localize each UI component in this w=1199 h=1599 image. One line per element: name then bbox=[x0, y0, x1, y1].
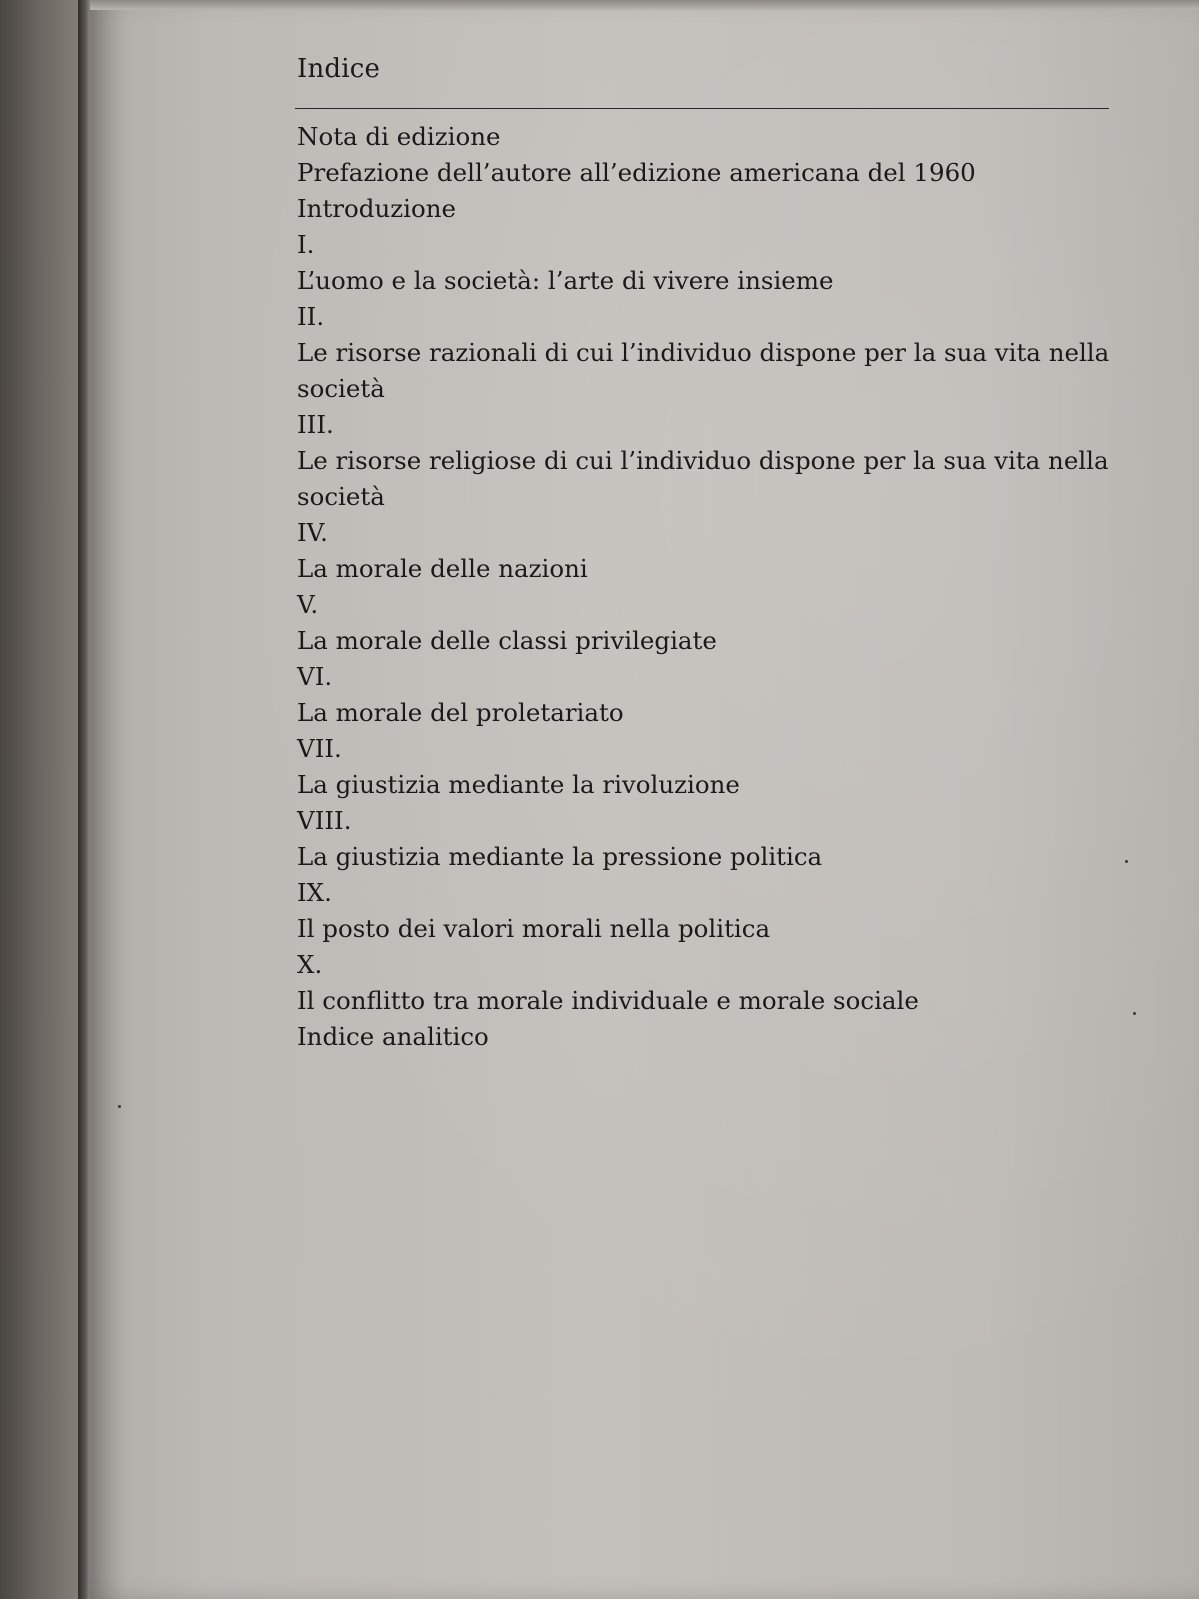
title-rule bbox=[295, 108, 1109, 109]
left-page-edge bbox=[0, 0, 80, 1599]
toc-entry-title: Le risorse religiose di cui l’individuo dispone per la sua vita nella bbox=[297, 446, 1109, 475]
page-top-edge bbox=[88, 0, 1199, 10]
book-page bbox=[88, 0, 1199, 1599]
toc-entry-title: Il posto dei valori morali nella politica bbox=[297, 914, 771, 943]
paper-speck bbox=[118, 1105, 121, 1108]
toc-chapter-number: VI. bbox=[297, 662, 333, 691]
toc-entry-title: L’uomo e la società: l’arte di vivere insieme bbox=[297, 266, 834, 295]
paper-speck bbox=[1133, 1012, 1136, 1015]
toc-entry-title: La morale del proletariato bbox=[297, 698, 624, 727]
toc-chapter-number: I. bbox=[297, 230, 315, 259]
toc-chapter-number: III. bbox=[297, 410, 334, 439]
toc-entry-title-continued: società bbox=[297, 482, 385, 511]
toc-entry-title-continued: società bbox=[297, 374, 385, 403]
toc-entry-title: La giustizia mediante la rivoluzione bbox=[297, 770, 740, 799]
toc-chapter-number: VII. bbox=[297, 734, 342, 763]
toc-entry-title: Indice analitico bbox=[297, 1022, 489, 1051]
toc-entry-title: Introduzione bbox=[297, 194, 456, 223]
page-title: Indice bbox=[297, 54, 381, 84]
toc-entry-title: Le risorse razionali di cui l’individuo dispone per la sua vita nella bbox=[297, 338, 1110, 367]
toc-chapter-number: II. bbox=[297, 302, 325, 331]
toc-chapter-number: X. bbox=[297, 950, 323, 979]
toc-entry-title: La giustizia mediante la pressione politica bbox=[297, 842, 823, 871]
toc-entry-title: Prefazione dell’autore all’edizione americana del 1960 bbox=[297, 158, 976, 187]
toc-chapter-number: IX. bbox=[297, 878, 332, 907]
toc-chapter-number: IV. bbox=[297, 518, 328, 547]
toc-chapter-number: V. bbox=[297, 590, 319, 619]
toc-entry-title: Il conflitto tra morale individuale e morale sociale bbox=[297, 986, 919, 1015]
toc-entry-title: La morale delle nazioni bbox=[297, 554, 588, 583]
paper-speck bbox=[1125, 860, 1128, 863]
book-gutter bbox=[78, 0, 90, 1599]
toc-chapter-number: VIII. bbox=[297, 806, 352, 835]
toc-entry-title: La morale delle classi privilegiate bbox=[297, 626, 717, 655]
toc-entry-title: Nota di edizione bbox=[297, 122, 501, 151]
